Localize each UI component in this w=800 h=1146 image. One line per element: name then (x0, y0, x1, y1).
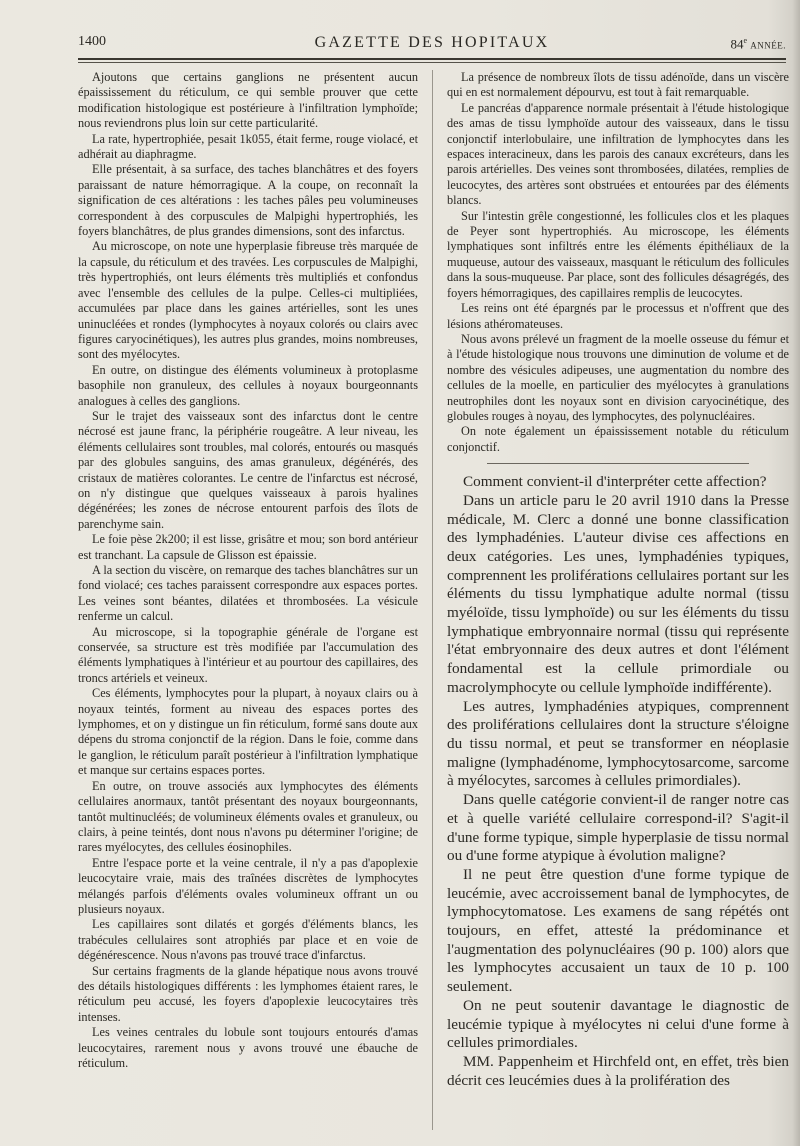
header-rule (78, 58, 786, 60)
paragraph: Sur le trajet des vaisseaux sont des infarctus dont le centre nécrosé est jaune franc, la périphérie rougeâtre. A leur niveau, les éléments cellulaires sont troubles, mal colorés, entourés ou masqués par des globules sanguins, des amas granuleux, dégénérés, des cristaux de matières colorantes. Le centre de l'infarctus est nécrosé, on n'y distingue que quelques vaisseaux à parois hyalines dégénérées; les zones de nécrose entourent parfois des îlots de parenchyme sain. (78, 408, 418, 531)
volume-number: 84 (730, 36, 744, 52)
paragraph: Comment convient-il d'interpréter cette affection? (463, 473, 767, 491)
paragraph: Le foie pèse 2k200; il est lisse, grisâtre et mou; son bord antérieur est tranchant. La capsule de Glisson est épaissie. (78, 532, 418, 562)
paragraph: MM. Pappenheim et Hirchfeld ont, en effet, très bien décrit ces leucémies dues à la prolifération des (447, 1052, 789, 1089)
left-column (78, 70, 418, 1071)
paragraph: Au microscope, si la topographie générale de l'organe est conservée, sa structure est très modifiée par l'accumulation des éléments lymphatiques à l'intérieur et au pourtour des capillaires, des troncs artériels et veineux. (78, 624, 418, 685)
page-number: 1400 (78, 34, 106, 49)
paragraph: Sur l'intestin grêle congestionné, les follicules clos et les plaques de Peyer sont hypertrophiés. Au microscope, les éléments lymphatiques sont infiltrés entre les éléments épithéliaux de la muqueuse, autour des vaisseaux, masquant le réticulum des follicules dans la sous-muqueuse. Par place, sont des follicules désagrégés, des foyers hémorragiques, des capillaires remplis de leucocytes. (447, 208, 789, 300)
header-rule-thin (78, 62, 786, 63)
paragraph: A la section du viscère, on remarque des taches blanchâtres sur un fond violacé; ces taches paraissent correspondre aux espaces portes. Les veines sont béantes, dilatées et thrombosées. La vésicule renferme un calcul. (78, 563, 418, 624)
paragraph: Les autres, lymphadénies atypiques, comprennent des proliférations cellulaires dont la structure s'éloigne du tissu normal, et peut se transformer en néoplasie maligne (lymphadénome, lymphocytosarcome, sarcome à myélocytes, sarcomes à cellules primordiales). (447, 697, 789, 790)
year-volume (730, 36, 786, 52)
paragraph: En outre, on trouve associés aux lymphocytes des éléments cellulaires anormaux, tantôt présentant des noyaux bourgeonnants, tantôt multinucléés; de volumineux éléments ovales et granuleux, ou clairs, à peine teintés, dont nous n'avons pu déterminer l'origine; de rares myélocytes, des cellules éosinophiles. (78, 778, 418, 855)
paragraph: Entre l'espace porte et la veine centrale, il n'y a pas d'apoplexie leucocytaire vraie, mais des traînées discrètes de lymphocytes mélangés parfois d'éléments ovales volumineux offrant un ou plusieurs noyaux. (78, 855, 418, 916)
paragraph: Les reins ont été épargnés par le processus et n'offrent que des lésions athéromateuses. (447, 301, 789, 331)
paragraph: La rate, hypertrophiée, pesait 1k055, était ferme, rouge violacé, et adhérait au diaphragme. (78, 131, 418, 162)
paragraph: On ne peut soutenir davantage le diagnostic de leucémie typique à myélocytes ni celui d'une forme à cellules primordiales. (447, 996, 789, 1052)
paragraph: Ces éléments, lymphocytes pour la plupart, à noyaux clairs ou à noyaux teintés, forment au niveau des espaces portes des lymphomes, et on y distingue un fin réticulum, formé sans doute aux dépens du stroma conjonctif de la région. Dans le foie, comme dans le ganglion, le réticulum paraît postérieur à l'infiltration lymphatique et manque sur certains espaces portes. (78, 686, 418, 778)
page-header (78, 34, 786, 54)
paragraph: La présence de nombreux îlots de tissu adénoïde, dans un viscère qui en est normalement dépourvu, est tout à fait remarquable. (447, 70, 789, 100)
scan-edge (792, 0, 800, 1146)
paragraph: Elle présentait, à sa surface, des taches blanchâtres et des foyers paraissant de nature hémorragique. A la coupe, on reconnaît la signification de ces altérations : les taches pâles peu volumineuses correspondent à des corpuscules de Malpighi hypertrophiés, les foyers blanchâtres, de plus grandes dimensions, sont des infarctus. (78, 162, 418, 239)
right-column (447, 70, 789, 1090)
section-divider (487, 463, 749, 464)
paragraph: Au microscope, on note une hyperplasie fibreuse très marquée de la capsule, du réticulum et des travées. Les corpuscules de Malpighi, très hypertrophiés, ont leurs éléments très multipliés et confondus avec l'ensemble des cellules de la pulpe. Celles-ci multipliées, accumulées par place dans les gaines artérielles, sont les unes uninucléées et rondes (lymphocytes à noyaux colorés ou clairs avec figures caryocinétiques), les autres plus grandes, moins nombreuses, sont des myélocytes. (78, 239, 418, 362)
paragraph: Il ne peut être question d'une forme typique de leucémie, avec accroissement banal de lymphocytes, de lymphocytomatose. Les examens de sang répétés ont toujours, en effet, attesté la prédominance et l'augmentation des polynucléaires (90 p. 100) alors que les lymphocytes accusaient un taux de 10 p. 100 seulement. (447, 865, 789, 996)
volume-suffix: e (743, 36, 747, 45)
column-divider (432, 70, 433, 1130)
paragraph: Les veines centrales du lobule sont toujours entourés d'amas leucocytaires, rarement nous y avons trouvé une ébauche de réticulum. (78, 1025, 418, 1070)
paragraph: Le pancréas d'apparence normale présentait à l'étude histologique des amas de tissu lymphoïde autour des vaisseaux, dans le tissu conjonctif interlobulaire, une infiltration de lymphocytes dans les espaces interacineux, dans les parois des canaux excréteurs, dans les parois artérielles. Des veines sont thrombosées, dilatées, remplies de leucocytes, des artères sont obstruées et entourées par des éléments blancs. (447, 100, 789, 208)
paragraph: Nous avons prélevé un fragment de la moelle osseuse du fémur et à l'étude histologique nous trouvons une diminution de volume et de nombre des vésicules adipeuses, une augmentation du nombre des cellules de la moelle, en particulier des myélocytes à granulations neutrophiles dont les noyaux sont en division caryocinétique, des globules rouges à noyau, des lymphocytes, des polynucléaires. (447, 331, 789, 423)
paragraph: En outre, on distingue des éléments volumineux à protoplasme basophile non granuleux, des cellules à noyaux bourgeonnants analogues à celles des ganglions. (78, 362, 418, 408)
journal-title: GAZETTE DES HOPITAUX (314, 34, 550, 51)
paragraph: Dans quelle catégorie convient-il de ranger notre cas et à quelle variété cellulaire correspond-il? S'agit-il d'une forme typique, simple hyperplasie de tissu normal ou d'une forme atypique à évolution maligne? (447, 791, 789, 865)
paragraph: On note également un épaississement notable du réticulum conjonctif. (447, 424, 789, 454)
paragraph: Ajoutons que certains ganglions ne présentent aucun épaississement du réticulum, ce qui semble prouver que cette modification histologique est postérieure à l'infiltration lymphoïde; nous reviendrons plus loin sur cette particularité. (78, 70, 418, 131)
volume-word: ANNÉE. (750, 40, 786, 51)
paragraph: Les capillaires sont dilatés et gorgés d'éléments blancs, les trabécules cellulaires sont atrophiés par place et en voie de dégénérescence. Nous n'avons pas trouvé trace d'infarctus. (78, 917, 418, 963)
discussion-section (447, 473, 789, 1090)
paragraph: Sur certains fragments de la glande hépatique nous avons trouvé des détails histologiques différents : les lymphomes étaient rares, le réticulum peu accusé, les foyers d'apoplexie leucocytaires très intenses. (78, 963, 418, 1024)
paragraph: Dans un article paru le 20 avril 1910 dans la Presse médicale, M. Clerc a donné une bonne classification des lymphadénies. L'auteur divise ces affections en deux catégories. Les unes, lymphadénies typiques, comprennent les proliférations cellulaires portant sur les éléments du tissu lymphatique adulte normal (tissu myéloïde, tissu lymphoïde) ou sur les éléments du tissu lymphatique embryonnaire normal (tissu qui représente l'état embryonnaire des deux autres et dont l'élément fondamental est la cellule primordiale ou macrolymphocyte ou cellule lymphoïde indifférente). (447, 491, 789, 696)
